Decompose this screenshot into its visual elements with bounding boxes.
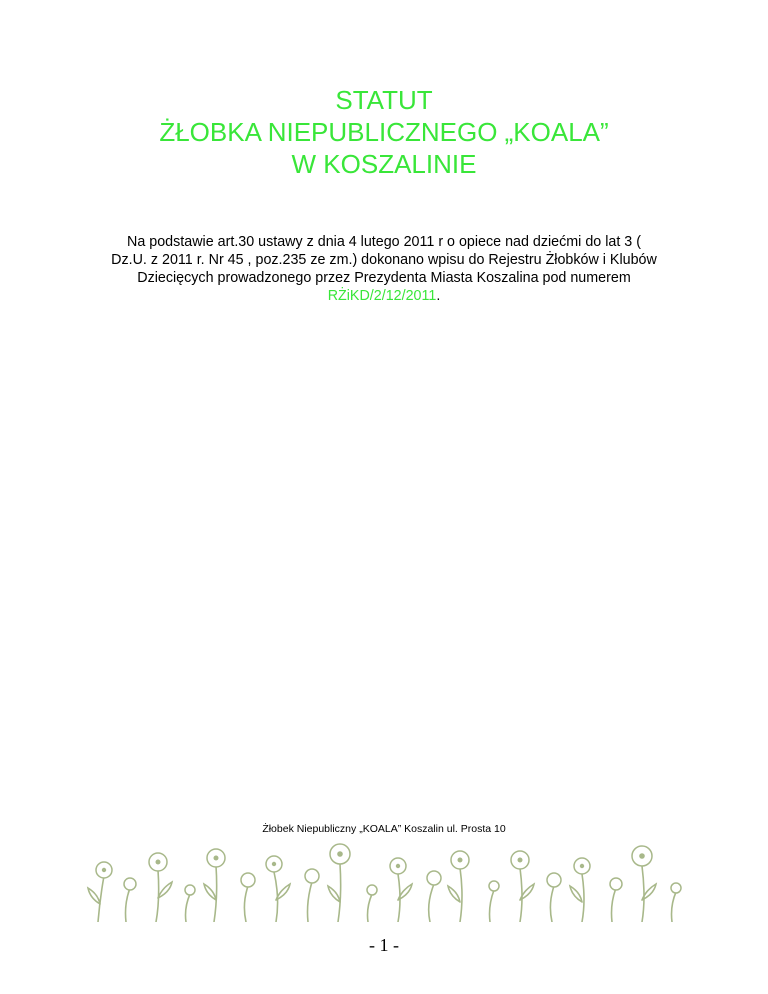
flower-border-illustration [86, 838, 686, 922]
intro-text: Na podstawie art.30 ustawy z dnia 4 lutego 2011 r o opiece nad dziećmi do lat 3 ( Dz.U. z 2011 r. Nr 45 , poz.235 ze zm.) dokonano wpisu do Rejestru Żłobków i Klubów Dziecięcych prowadzonego przez Prezydenta Miasta Koszalina pod numerem [111, 234, 657, 286]
intro-paragraph [110, 233, 658, 305]
title-line-3: W KOSZALINIE [291, 149, 477, 179]
page-number: - 1 - [369, 935, 399, 955]
title-line-2: ŻŁOBKA NIEPUBLICZNEGO „KOALA” [159, 117, 609, 147]
document-title [0, 84, 768, 180]
intro-end: . [436, 288, 441, 304]
footer-address: Żłobek Niepubliczny „KOALA” Koszalin ul. Prosta 10 [262, 823, 506, 835]
registry-number: RŻiKD/2/12/2011 [327, 288, 437, 304]
title-line-1: STATUT [335, 85, 433, 115]
